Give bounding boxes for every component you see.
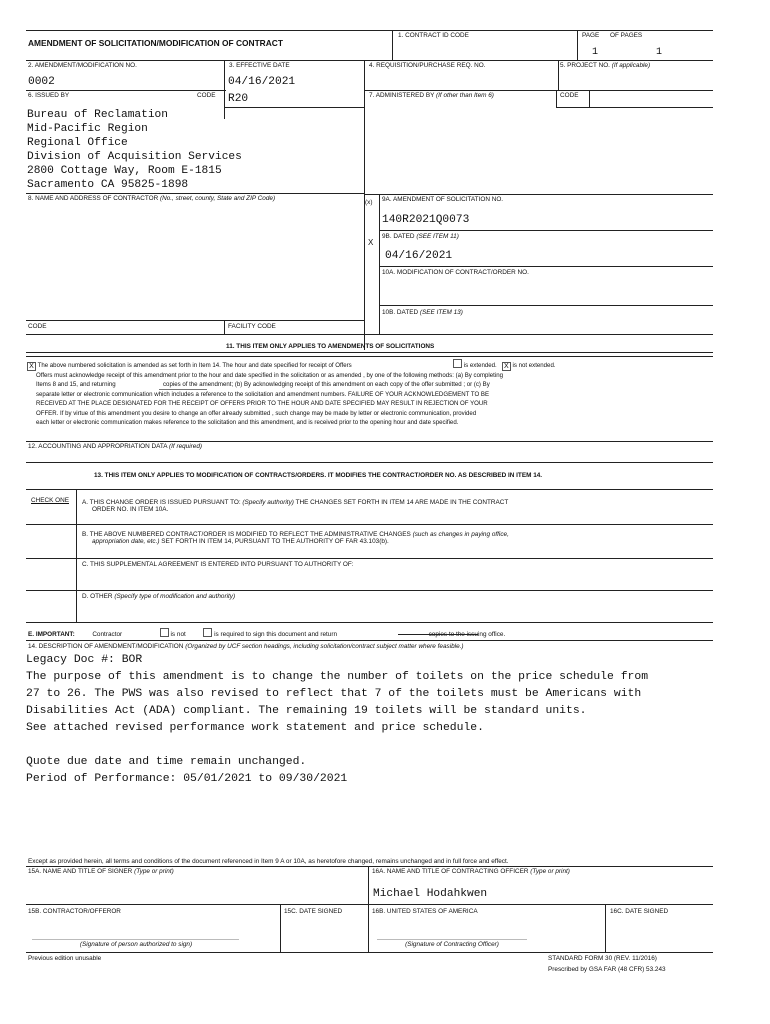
is-required-label: is required to sign this document and return [214,631,338,638]
is-not-extended-checkbox[interactable]: X [502,362,511,371]
item13d-label [82,593,235,601]
item12-hint: (If required) [168,443,203,450]
item14-label-text: 14. DESCRIPTION OF AMENDMENT/MODIFICATION [28,643,184,650]
item16c-label: 16C. DATE SIGNED [610,908,669,915]
item3-label: 3. EFFECTIVE DATE [229,62,290,69]
item15a-label [28,868,174,876]
address-line: Mid-Pacific Region [27,123,148,135]
item6-label: 6. ISSUED BY [28,92,70,99]
is-extended-checkbox[interactable] [453,359,462,368]
description-line: 27 to 26. The PWS was also revised to reflect that 7 of the toilets must be Americans with [26,688,642,700]
description-line: Quote due date and time remain unchanged. [26,756,307,768]
item2-value: 0002 [28,76,55,88]
item5-label-text: 5. PROJECT NO. [560,62,610,69]
item16a-label-text: 16A. NAME AND TITLE OF CONTRACTING OFFICER [372,868,529,875]
item7-label-text: 7. ADMINISTERED BY [369,92,435,99]
page-number: 1 [592,47,599,58]
contractor-label: Contractor [92,631,123,638]
description-line: The purpose of this amendment is to change the number of toilets on the price schedule from [26,671,649,683]
is-extended-label: is extended. [463,362,497,369]
item11-text: Items 8 and 15, and returning copies of the amendment; (b) By acknowledging receipt of this amendment on each copy of the offer submitted ; or (c) By [36,381,490,389]
check-one-label: CHECK ONE [31,497,69,504]
description-line: Disabilities Act (ADA) compliant. The remaining 19 toilets will be standard units. [26,705,587,717]
important-label: E. IMPORTANT: [28,631,75,638]
address-line: Sacramento CA 95825-1898 [27,179,189,191]
signature-officer-label [372,941,532,949]
address-line: Division of Acquisition Services [27,151,242,163]
address-line: 2800 Cottage Way, Room E-1815 [27,165,222,177]
item13a-line2: ORDER NO. IN ITEM 10A. [92,506,169,513]
item11-text: each letter or electronic communication makes reference to the solicitation and this amendment, and is received prior to the opening hour and date specified. [36,419,459,427]
description-line [26,737,648,754]
important-row [28,628,505,638]
item15c-label: 15C. DATE SIGNED [284,908,343,915]
item5-hint: (If applicable) [611,62,651,69]
item11-line1: The above numbered solicitation is amended as set forth in Item 14. The hour and date specified for receipt of Offers [37,362,352,369]
item13c-label: C. THIS SUPPLEMENTAL AGREEMENT IS ENTERED INTO PURSUANT TO AUTHORITY OF: [82,561,354,568]
item8-hint: (No., street, county, State and ZIP Code) [159,195,276,202]
signature-person-label [28,941,244,949]
item16a-hint: (Type or print) [530,868,570,875]
item11-text: separate letter or electronic communication which includes a reference to the solicitation and amendment numbers. FAILURE OF YOUR ACKNOWLEDGEMENT TO BE [36,390,490,398]
item9b-hint: (SEE ITEM 11) [416,233,459,240]
item7-hint: (If other than Item 6) [436,92,494,99]
signature-officer-text: (Signature of Contracting Officer) [405,941,499,948]
item8-label-text: 8. NAME AND ADDRESS OF CONTRACTOR [28,195,159,202]
item1-label: 1. CONTRACT ID CODE [398,32,469,39]
item6-code-label: CODE [197,92,216,99]
item13a-hint: (Specify authority) [242,499,294,506]
address-line: Bureau of Reclamation [27,109,168,121]
issued-by-address [27,108,242,192]
item3-value: 04/16/2021 [228,76,296,88]
item2-label: 2. AMENDMENT/MODIFICATION NO. [28,62,137,69]
of-pages-label: OF PAGES [610,32,643,39]
page-label: PAGE [582,32,600,39]
item8-label [28,195,275,203]
item7-code-label: CODE [560,92,579,99]
description-line: Period of Performance: 05/01/2021 to 09/30/2021 [26,773,348,785]
item13b-hint2: appropriation date, etc.) [92,538,160,545]
item13d-pre: D. OTHER [82,593,113,600]
item9a-value: 140R2021Q0073 [382,214,470,226]
contractor-code-label: CODE [28,323,47,330]
item9a-label: 9A. AMENDMENT OF SOLICITATION NO. [382,196,504,203]
item13b-post: SET FORTH IN ITEM 14, PURSUANT TO THE AUTHORITY OF FAR 43.103(b). [161,538,389,545]
item13b-hint: (such as changes in paying office, [412,531,509,538]
item15a-hint: (Type or print) [134,868,174,875]
standard-form: STANDARD FORM 30 (REV. 11/2016) [548,955,657,962]
is-not-label: is not [170,631,186,638]
item7-label [369,92,494,100]
item14-hint: (Organized by UCF section headings, including solicitation/contract subject matter where feasible.) [185,643,464,650]
signature-person-text: (Signature of person authorized to sign) [79,941,193,948]
item4-label: 4. REQUISITION/PURCHASE REQ. NO. [369,62,486,69]
item11-text: Offers must acknowledge receipt of this amendment prior to the hour and date specified in the solicitation or as amended , by one of the following methods: (a) By completing [36,372,503,379]
item6-code-value: R20 [228,93,249,105]
description-line: Legacy Doc #: BOR [26,654,143,666]
item11-body [27,359,717,427]
is-required-checkbox[interactable] [203,628,212,637]
item15b-label: 15B. CONTRACTOR/OFFEROR [28,908,121,915]
form-title: AMENDMENT OF SOLICITATION/MODIFICATION OF CONTRACT [28,38,283,48]
item9b-value: 04/16/2021 [385,250,453,262]
item10a-label: 10A. MODIFICATION OF CONTRACT/ORDER NO. [382,269,529,276]
description-line: See attached revised performance work statement and price schedule. [26,722,484,734]
item9b-mark: X [368,238,374,247]
item13-header: 13. THIS ITEM ONLY APPLIES TO MODIFICATION OF CONTRACTS/ORDERS. IT MODIFIES THE CONTRACT/ORDER NO. AS DESCRIBED IN ITEM 14. [94,472,543,479]
item13d-hint: (Specify type of modification and authority) [114,593,236,600]
item10b-label [382,309,463,317]
of-pages-number: 1 [656,47,663,58]
prescribed-by: Prescribed by GSA FAR (48 CFR) 53.243 [548,966,666,973]
item12-label-text: 12. ACCOUNTING AND APPROPRIATION DATA [28,443,168,450]
item5-label [560,62,650,70]
item16a-value: Michael Hodahkwen [373,888,488,900]
item9b-label [382,233,459,241]
facility-code-label: FACILITY CODE [228,323,276,330]
item16b-label: 16B. UNITED STATES OF AMERICA [372,908,478,915]
item14-label [28,643,464,651]
item13a-post: THE CHANGES SET FORTH IN ITEM 14 ARE MADE IN THE CONTRACT [295,499,509,506]
item11-header: 11. THIS ITEM ONLY APPLIES TO AMENDMENTS OF SOLICITATIONS [226,343,435,350]
item12-label [28,443,202,451]
item9b-label-text: 9B. DATED [382,233,415,240]
item13b-line2 [92,538,389,546]
is-not-extended-label: is not extended. [512,362,556,369]
x-column-label: (x) [365,199,373,206]
item13b-pre: B. THE ABOVE NUMBERED CONTRACT/ORDER IS MODIFIED TO REFLECT THE ADMINISTRATIVE CHANGES [82,531,411,538]
item10b-hint: (SEE ITEM 13) [419,309,463,316]
item11-checkbox[interactable]: X [27,362,36,371]
item11-text: OFFER. If by virtue of this amendment you desire to change an offer already submitted , such change may be made by letter or electronic communication, provided [36,409,477,417]
item14-description [26,652,648,788]
previous-edition: Previous edition unusable [28,955,102,962]
item10b-label-text: 10B. DATED [382,309,419,316]
item11-text: RECEIVED AT THE PLACE DESIGNATED FOR THE RECEIPT OF OFFERS PRIOR TO THE HOUR AND DATE SPECIFIED MAY RESULT IN REJECTION OF YOUR [36,400,488,408]
item13a-pre: A. THIS CHANGE ORDER IS ISSUED PURSUANT TO: [82,499,241,506]
address-line: Regional Office [27,137,128,149]
item15a-label-text: 15A. NAME AND TITLE OF SIGNER [28,868,133,875]
item16a-label [372,868,570,876]
except-text: Except as provided herein, all terms and conditions of the document referenced in Item 9 A or 10A, as heretofore changed, remains unchanged and in full force and effect. [28,858,509,865]
is-not-checkbox[interactable] [160,628,169,637]
copies-label: copies to the issuing office. [428,631,506,638]
